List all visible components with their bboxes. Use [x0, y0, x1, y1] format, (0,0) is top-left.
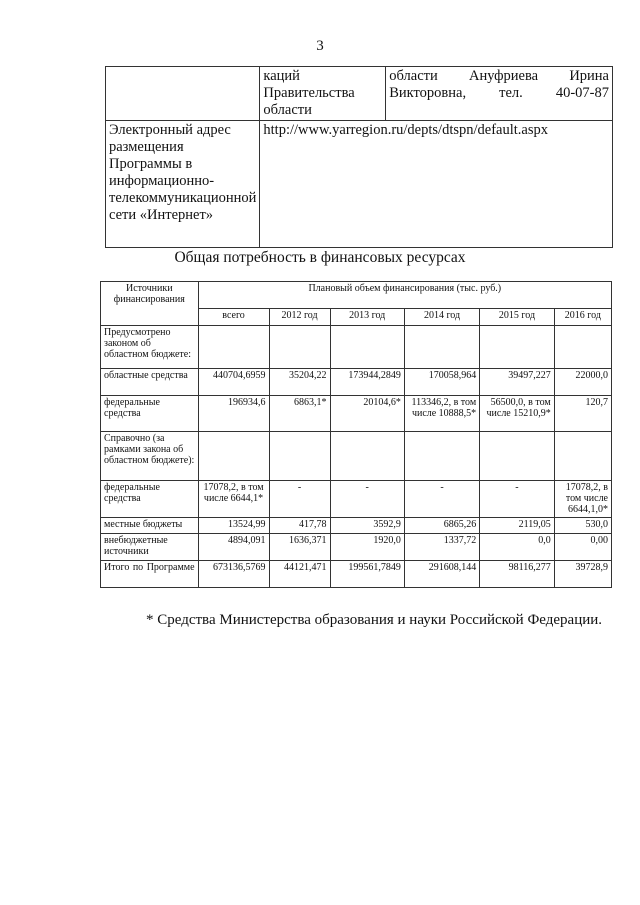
row-label: федеральные средства [101, 396, 199, 432]
header-sources: Источники финансирования [101, 282, 199, 326]
value-cell: 2119,05 [480, 518, 555, 534]
passport-responsible-org: каций Правительства области [260, 67, 386, 121]
table-row [101, 518, 612, 534]
value-cell: 44121,471 [269, 561, 330, 588]
empty-cell [330, 432, 404, 481]
header-col-2015: 2015 год [480, 309, 555, 326]
value-cell: 4894,091 [198, 534, 269, 561]
value-cell: 98116,277 [480, 561, 555, 588]
header-planned-volume: Плановый объем финансирования (тыс. руб.) [198, 282, 611, 309]
empty-cell [554, 432, 611, 481]
header-col-2014: 2014 год [404, 309, 479, 326]
value-cell: 0,0 [480, 534, 555, 561]
empty-cell [404, 326, 479, 369]
financing-title: Общая потребность в финансовых ресурсах [174, 249, 466, 266]
page-number: 3 [316, 38, 324, 54]
value-cell: 170058,964 [404, 369, 479, 396]
table-row [101, 369, 612, 396]
value-cell: 17078,2, в том числе 6644,1,0* [554, 481, 611, 518]
passport-website-url: http://www.yarregion.ru/depts/dtspn/default.aspx [260, 121, 613, 248]
value-cell: 22000,0 [554, 369, 611, 396]
value-cell: 199561,7849 [330, 561, 404, 588]
row-label: внебюджетные источники [101, 534, 199, 561]
passport-empty-cell [106, 67, 260, 121]
empty-cell [198, 326, 269, 369]
value-cell: 6865,26 [404, 518, 479, 534]
header-col-2012: 2012 год [269, 309, 330, 326]
empty-cell [480, 432, 555, 481]
financing-table [100, 281, 612, 588]
value-cell: 196934,6 [198, 396, 269, 432]
table-row [101, 481, 612, 518]
empty-cell [554, 326, 611, 369]
empty-cell [480, 326, 555, 369]
row-label: местные бюджеты [101, 518, 199, 534]
passport-contact-person: области Ануфриева Ирина Викторовна, тел. 40-07-87 [386, 67, 613, 121]
value-cell: 173944,2849 [330, 369, 404, 396]
value-cell: 39497,227 [480, 369, 555, 396]
value-cell: 417,78 [269, 518, 330, 534]
value-cell: 56500,0, в том числе 15210,9* [480, 396, 555, 432]
value-cell: 20104,6* [330, 396, 404, 432]
value-cell: 530,0 [554, 518, 611, 534]
table-row [101, 534, 612, 561]
table-row [101, 561, 612, 588]
value-cell: 1920,0 [330, 534, 404, 561]
value-cell: 1636,371 [269, 534, 330, 561]
value-cell: - [269, 481, 330, 518]
row-label: областные средства [101, 369, 199, 396]
value-cell: 120,7 [554, 396, 611, 432]
header-col-total: всего [198, 309, 269, 326]
empty-cell [404, 432, 479, 481]
table-row [101, 396, 612, 432]
value-cell: 440704,6959 [198, 369, 269, 396]
empty-cell [269, 432, 330, 481]
value-cell: 6863,1* [269, 396, 330, 432]
value-cell: 35204,22 [269, 369, 330, 396]
header-col-2013: 2013 год [330, 309, 404, 326]
row-label: федеральные средства [101, 481, 199, 518]
value-cell: 39728,9 [554, 561, 611, 588]
value-cell: 1337,72 [404, 534, 479, 561]
empty-cell [330, 326, 404, 369]
value-cell: 113346,2, в том числе 10888,5* [404, 396, 479, 432]
value-cell: 13524,99 [198, 518, 269, 534]
value-cell: 291608,144 [404, 561, 479, 588]
value-cell: 673136,5769 [198, 561, 269, 588]
row-label: Итого по Программе [101, 561, 199, 588]
empty-cell [269, 326, 330, 369]
value-cell: 3592,9 [330, 518, 404, 534]
value-cell: 0,00 [554, 534, 611, 561]
footnote: * Средства Министерства образования и науки Российской Федерации. [146, 612, 603, 628]
header-col-2016: 2016 год [554, 309, 611, 326]
program-passport-table [105, 66, 613, 248]
passport-website-label: Электронный адрес размещения Программы в информационно-телекоммуникационной сети «Интернет» [106, 121, 260, 248]
value-cell: - [404, 481, 479, 518]
section-reference: Справочно (за рамками закона об областном бюджете): [101, 432, 199, 481]
value-cell: - [330, 481, 404, 518]
section-budget-law: Предусмотрено законом об областном бюджете: [101, 326, 199, 369]
empty-cell [198, 432, 269, 481]
value-cell: 17078,2, в том числе 6644,1* [198, 481, 269, 518]
value-cell: - [480, 481, 555, 518]
